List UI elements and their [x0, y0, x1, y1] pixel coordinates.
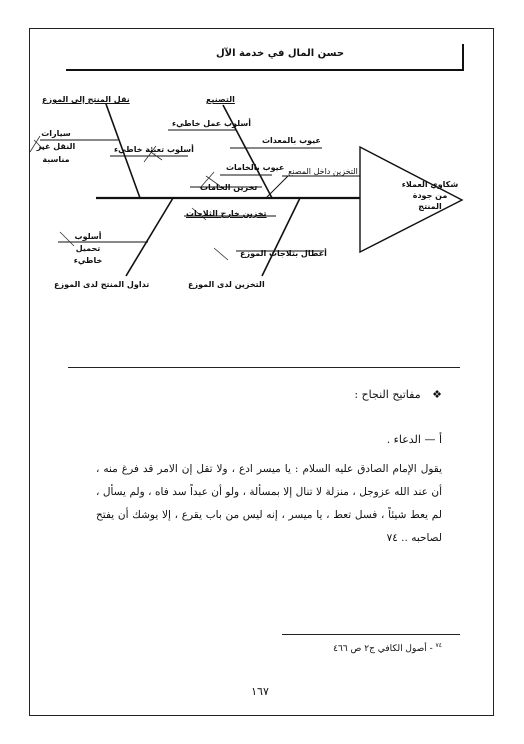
footnote-text: - أصول الكافي ج٢ ص ٤٦٦ — [333, 644, 433, 654]
cause-wrong-packing: أسلوب تعبئة خاطيء — [114, 145, 194, 154]
fishbone-head-label — [398, 180, 462, 212]
cause-manufacturing: التصنيع — [206, 95, 235, 104]
cause-unsuitable-vehicles: سيارات النقل غير مناسبة — [36, 129, 76, 164]
head-line-2: من جودة — [412, 190, 448, 200]
head-line-3: المنتج — [418, 201, 442, 211]
bullet-icon: ❖ — [432, 388, 442, 401]
footnote — [333, 642, 442, 654]
section-separator — [68, 367, 460, 368]
cause-storage-at-distributor: التخزين لدى الموزع — [188, 280, 265, 289]
section-heading-text: مفاتيح النجاح : — [354, 388, 421, 401]
handwritten-mark — [214, 248, 228, 260]
cause-storage-outside-fridges: تخزين خارج الثلاجات — [186, 209, 267, 218]
cause-handling-at-distributor: تداول المنتج لدى الموزع — [54, 280, 150, 289]
cause-wrong-loading: أسلوب تحميل خاطيء — [73, 232, 103, 265]
head-line-1: شكاوي العملاء — [401, 180, 459, 189]
subheading: أ — الدعاء . — [386, 433, 442, 446]
page-header-title: حسن المال في خدمة الآل — [215, 48, 345, 59]
cause-distributor-fridge-failure: أعطال بثلاجات الموزع — [240, 249, 327, 258]
rib-storage-inside-factory-link — [266, 176, 288, 198]
cause-equipment-defects: عيوب بالمعدات — [262, 136, 321, 145]
page-number: ١٦٧ — [251, 685, 269, 698]
cause-raw-material-storage: تخزين الخامات — [200, 183, 258, 192]
footnote-rule — [282, 634, 460, 635]
cause-wrong-work-method: أسلوب عمل خاطيء — [172, 119, 251, 128]
bone-storage-distributor — [262, 198, 300, 276]
section-heading — [354, 388, 442, 401]
cause-transport-to-distributor: نقل المنتج إلى الموزع — [42, 95, 130, 104]
body-paragraph: يقول الإمام الصادق عليه السلام : يا ميسر ادع ، ولا تقل إن الامر قد فرغ منه ، أن عند الله عزوجل ، منزلة لا تنال إلا بمسألة ، ولو أن عبداً سد فاه ، ولم يسأل ، لم يعط شيئاً ، فسل تعط ، يا ميسر ، إنه ليس من باب يقرع ، إلا يوشك أن يفتح لصاحبه .. ٧٤ — [96, 463, 442, 544]
cause-storage-inside-factory: التخزين داخل المصنع — [288, 167, 358, 176]
cause-raw-material-defects: عيوب بالخامات — [226, 163, 285, 172]
bone-handling — [126, 198, 173, 276]
footnote-mark: ٧٤ — [435, 642, 442, 649]
